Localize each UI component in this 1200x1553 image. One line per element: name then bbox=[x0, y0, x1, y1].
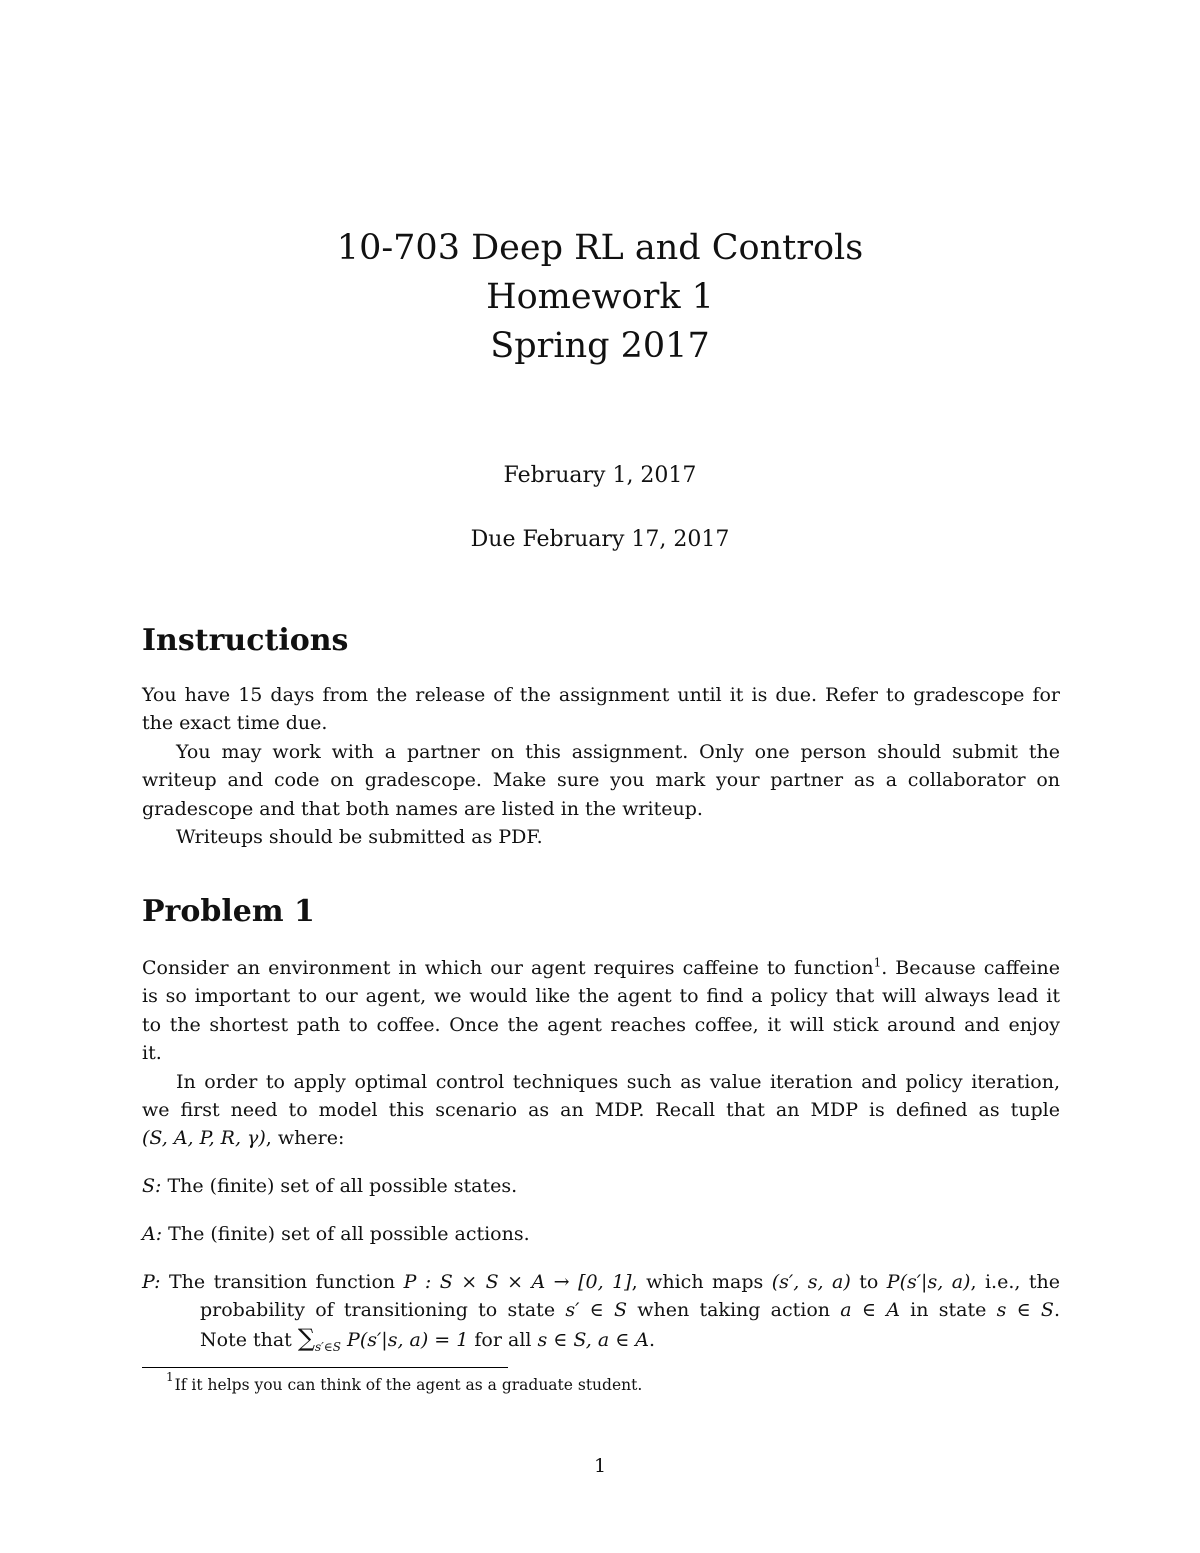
text-line: it. bbox=[142, 1042, 162, 1065]
text-run: . bbox=[649, 1329, 656, 1352]
sum-subscript: s′∈S bbox=[315, 1340, 341, 1355]
text-run: for all bbox=[468, 1329, 538, 1352]
footnote-ref: 1 bbox=[873, 955, 882, 970]
text-line: gradescope and that both names are listed in the writeup. bbox=[142, 797, 703, 820]
text-line: You have 15 days from the release of the assignment until it is due. Refer to gradescope for bbox=[142, 684, 1060, 706]
title-course: 10-703 Deep RL and Controls bbox=[336, 228, 864, 268]
text-run: , i.e., the bbox=[970, 1271, 1061, 1293]
instructions-body bbox=[142, 681, 1060, 851]
text-line bbox=[200, 1296, 1060, 1324]
math: s ∈ S bbox=[996, 1299, 1054, 1321]
footnote-mark: 1 bbox=[166, 1369, 174, 1384]
title-homework: Homework 1 bbox=[486, 277, 714, 317]
def-label: A: bbox=[142, 1223, 163, 1245]
problem1-body bbox=[142, 954, 1060, 1153]
text-run: . Because caffeine bbox=[881, 957, 1060, 979]
text-line: You may work with a partner on this assignment. Only one person should submit the bbox=[176, 740, 1060, 763]
text-run: Consider an environment in which our agent requires caffeine to function bbox=[142, 957, 874, 979]
text-line: In order to apply optimal control techniques such as value iteration and policy iteration, bbox=[176, 1070, 1060, 1093]
text-run: probability of transitioning to state bbox=[200, 1299, 566, 1321]
text-run: The transition function bbox=[169, 1271, 404, 1293]
def-states bbox=[142, 1172, 517, 1200]
text-run: . bbox=[1053, 1299, 1060, 1321]
text-run: to bbox=[850, 1271, 887, 1293]
def-text: The (finite) set of all possible states. bbox=[167, 1175, 518, 1197]
page-number: 1 bbox=[593, 1455, 607, 1477]
text-line: to the shortest path to coffee. Once the agent reaches coffee, it will stick around and enjoy bbox=[142, 1013, 1060, 1036]
math: P : S × S × A → [0, 1] bbox=[403, 1271, 632, 1293]
def-transition-cont bbox=[200, 1296, 1060, 1362]
footnote-divider bbox=[142, 1367, 508, 1368]
math: s′ ∈ S bbox=[565, 1299, 627, 1321]
problem1-heading: Problem 1 bbox=[142, 894, 315, 929]
text-run: when taking action bbox=[626, 1299, 841, 1321]
def-transition bbox=[142, 1268, 1060, 1296]
text-line: writeup and code on gradescope. Make sure you mark your partner as a collaborator on bbox=[142, 769, 1060, 792]
def-label: S: bbox=[142, 1175, 162, 1197]
math-tuple: (S, A, P, R, γ) bbox=[142, 1127, 266, 1150]
text-line bbox=[142, 954, 1060, 982]
title-term: Spring 2017 bbox=[490, 326, 710, 366]
math: P(s′|s, a) bbox=[886, 1271, 971, 1293]
text-line: is so important to our agent, we would like the agent to find a policy that will always lead it bbox=[142, 985, 1060, 1008]
text-run: , which maps bbox=[631, 1271, 772, 1293]
footnote-text: If it helps you can think of the agent as a graduate student. bbox=[174, 1376, 643, 1394]
due-date: Due February 17, 2017 bbox=[470, 527, 730, 552]
text-line bbox=[142, 1268, 1060, 1296]
footnote bbox=[166, 1369, 643, 1397]
text-line bbox=[200, 1324, 1060, 1361]
text-line bbox=[142, 1124, 1060, 1152]
def-label: P: bbox=[142, 1271, 161, 1293]
text-run: in state bbox=[899, 1299, 997, 1321]
math: P(s′|s, a) = 1 bbox=[341, 1329, 469, 1352]
math: s ∈ S, a ∈ A bbox=[537, 1329, 650, 1352]
math: (s′, s, a) bbox=[771, 1271, 851, 1293]
sum-symbol: ∑ bbox=[297, 1324, 315, 1353]
def-actions bbox=[142, 1220, 530, 1248]
release-date: February 1, 2017 bbox=[503, 463, 697, 488]
text-run: Note that bbox=[200, 1329, 298, 1352]
text-line: the exact time due. bbox=[142, 712, 328, 735]
def-text: The (finite) set of all possible actions. bbox=[168, 1223, 530, 1245]
text-line: we first need to model this scenario as an MDP. Recall that an MDP is defined as tuple bbox=[142, 1099, 1060, 1122]
text-run: , where: bbox=[265, 1127, 345, 1150]
instructions-heading: Instructions bbox=[142, 623, 349, 658]
math: a ∈ A bbox=[840, 1299, 900, 1321]
text-line: Writeups should be submitted as PDF. bbox=[176, 826, 543, 849]
